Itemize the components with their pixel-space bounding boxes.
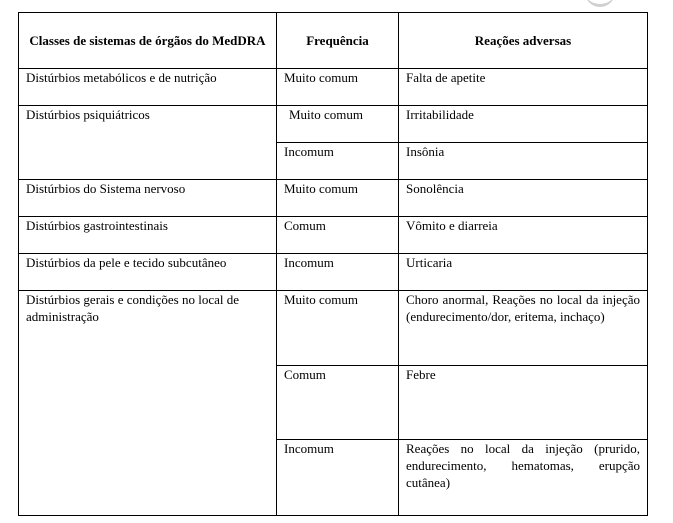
reaction-cell: Choro anormal, Reações no local da injeção (endurecimento/dor, eritema, inchaço) <box>399 291 648 366</box>
class-cell: Distúrbios metabólicos e de nutrição <box>19 69 277 106</box>
header-frequency: Frequência <box>277 13 399 69</box>
frequency-cell: Comum <box>277 217 399 254</box>
frequency-cell: Comum <box>277 366 399 440</box>
table-row <box>19 69 648 106</box>
class-cell: Distúrbios psiquiátricos <box>19 106 277 180</box>
table-row <box>19 291 648 366</box>
table-row <box>19 254 648 291</box>
reaction-cell: Urticaria <box>399 254 648 291</box>
frequency-cell: Incomum <box>277 440 399 516</box>
frequency-cell: Incomum <box>277 254 399 291</box>
reaction-cell: Insônia <box>399 143 648 180</box>
class-cell: Distúrbios gerais e condições no local de administração <box>19 291 277 516</box>
frequency-cell: Muito comum <box>277 180 399 217</box>
adverse-reactions-table <box>18 12 648 516</box>
header-reactions: Reações adversas <box>399 13 648 69</box>
reaction-cell: Vômito e diarreia <box>399 217 648 254</box>
table-row <box>19 106 648 143</box>
table-row <box>19 217 648 254</box>
class-cell: Distúrbios do Sistema nervoso <box>19 180 277 217</box>
class-cell: Distúrbios gastrointestinais <box>19 217 277 254</box>
table-row <box>19 180 648 217</box>
reaction-cell: Reações no local da injeção (prurido, endurecimento, hematomas, erupção cutânea) <box>399 440 648 516</box>
class-cell: Distúrbios da pele e tecido subcutâneo <box>19 254 277 291</box>
frequency-cell: Muito comum <box>277 291 399 366</box>
corner-decoration <box>585 0 615 7</box>
reaction-cell: Sonolência <box>399 180 648 217</box>
reaction-cell: Falta de apetite <box>399 69 648 106</box>
reaction-cell: Febre <box>399 366 648 440</box>
table-header-row <box>19 13 648 69</box>
header-class: Classes de sistemas de órgãos do MedDRA <box>19 13 277 69</box>
frequency-cell: Incomum <box>277 143 399 180</box>
frequency-cell: Muito comum <box>277 69 399 106</box>
frequency-cell: Muito comum <box>277 106 399 143</box>
reaction-cell: Irritabilidade <box>399 106 648 143</box>
